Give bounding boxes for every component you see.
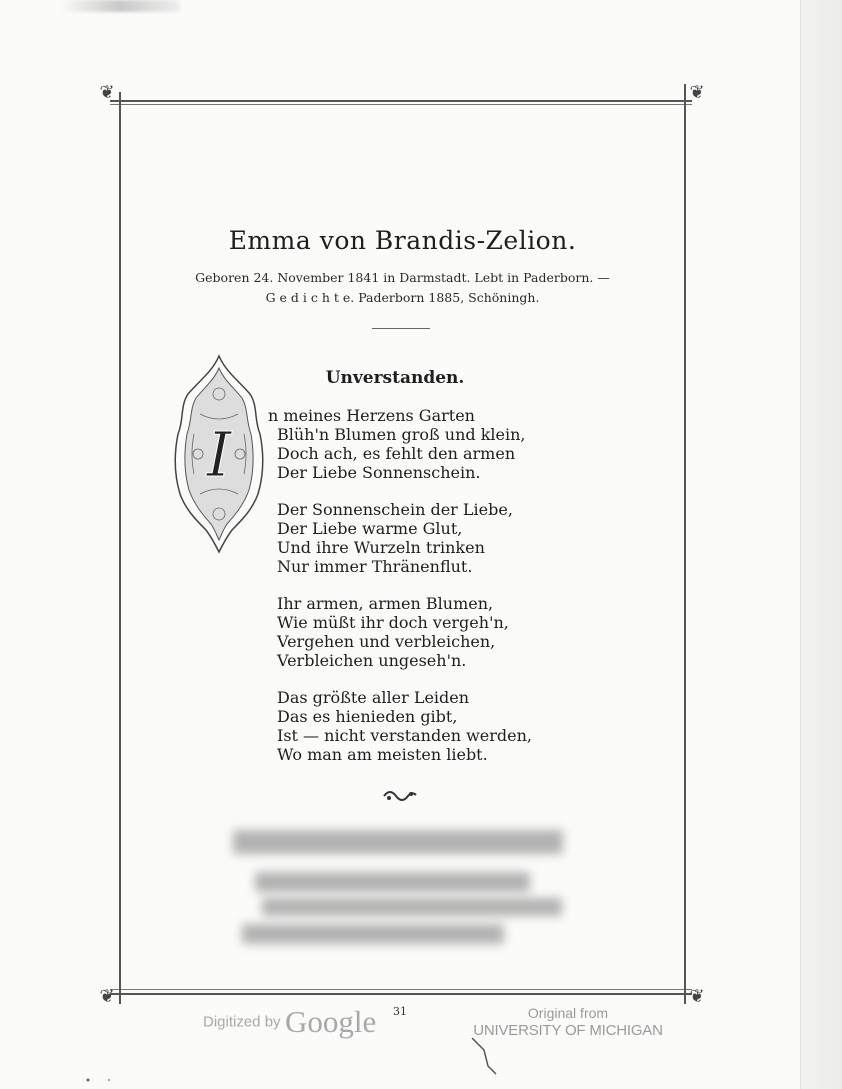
original-from-label: Original from <box>527 1005 609 1021</box>
poem-line: Blüh'n Blumen groß und klein, <box>277 425 526 444</box>
poem-line: Ist — nicht verstanden werden, <box>277 726 532 745</box>
redacted-text-block <box>242 924 504 944</box>
poem-title: Unverstanden. <box>325 368 465 388</box>
fleuron-icon <box>380 786 420 806</box>
digitized-by-watermark <box>203 1004 376 1040</box>
page-edge <box>800 0 842 1089</box>
ornamental-initial-icon <box>170 354 268 554</box>
poem-line: Doch ach, es fehlt den armen <box>277 444 516 463</box>
drop-cap-letter: I <box>206 418 232 491</box>
corner-flourish-icon: ❦ <box>689 986 705 1007</box>
frame-top-rule <box>110 100 692 102</box>
corner-flourish-icon: ❦ <box>99 82 115 103</box>
poem-stanza <box>268 594 568 670</box>
source-watermark <box>463 1004 673 1040</box>
poem-line: Ihr armen, armen Blumen, <box>277 594 494 613</box>
poem-line: n meines Herzens Garten <box>268 406 475 425</box>
poem-line: Wo man am meisten liebt. <box>277 745 488 764</box>
poem-body <box>268 406 568 782</box>
author-heading: Emma von Brandis-Zelion. <box>228 226 577 255</box>
poem-line: Der Liebe Sonnenschein. <box>277 463 481 482</box>
scan-scratch <box>470 1036 500 1076</box>
poem-line: Und ihre Wurzeln trinken <box>277 538 485 557</box>
corner-flourish-icon: ❦ <box>689 82 705 103</box>
corner-flourish-icon: ❦ <box>99 986 115 1007</box>
poem-stanza <box>268 406 568 482</box>
digitized-by-label: Digitized by <box>203 1013 281 1031</box>
poem-line: Der Sonnenschein der Liebe, <box>277 500 513 519</box>
redacted-text-block <box>262 898 562 916</box>
institution-label: UNIVERSITY OF MICHIGAN <box>473 1022 663 1039</box>
poem-line: Nur immer Thränenflut. <box>277 557 473 576</box>
poem-stanza <box>268 500 568 576</box>
frame-bottom-rule <box>110 993 692 995</box>
frame-bottom-rule-inner <box>110 989 692 990</box>
poem-line: Vergehen und verbleichen, <box>277 632 496 651</box>
poem-stanza <box>268 688 568 764</box>
scan-specks <box>85 1068 125 1074</box>
section-divider <box>372 328 430 329</box>
frame-top-rule-inner <box>110 104 692 105</box>
bio-line: G e d i c h t e. Paderborn 1885, Schöningh. <box>265 290 540 305</box>
page-number: 31 <box>393 1005 407 1018</box>
google-logo: Google <box>285 1004 377 1039</box>
scan-smudge <box>60 0 180 12</box>
poem-line: Verbleichen ungeseh'n. <box>277 651 467 670</box>
frame-right-rule <box>684 84 686 1004</box>
redacted-text-block <box>233 830 563 854</box>
poem-line: Der Liebe warme Glut, <box>277 519 463 538</box>
bio-line: Geboren 24. November 1841 in Darmstadt. Lebt in Paderborn. — <box>195 270 610 285</box>
poem-line: Das größte aller Leiden <box>277 688 470 707</box>
poem-line: Das es hienieden gibt, <box>277 707 458 726</box>
poem-line: Wie müßt ihr doch vergeh'n, <box>277 613 509 632</box>
redacted-text-block <box>255 872 530 892</box>
